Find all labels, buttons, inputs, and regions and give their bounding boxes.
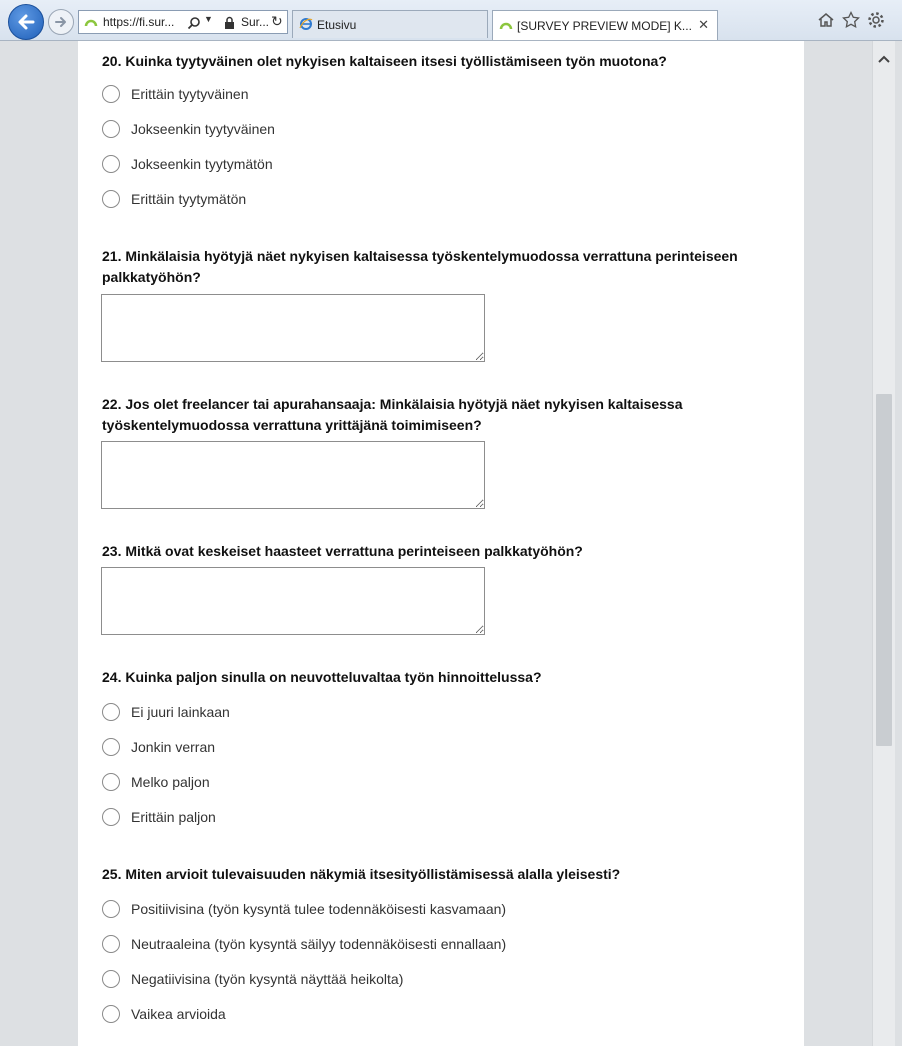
close-tab-icon[interactable]: ✕	[698, 17, 709, 32]
radio-button[interactable]	[102, 120, 120, 138]
option-label: Erittäin paljon	[131, 809, 216, 825]
q25-option[interactable]	[102, 1003, 226, 1025]
option-label: Neutraaleina (työn kysyntä säilyy todennäköisesti ennallaan)	[131, 936, 507, 952]
q20-option[interactable]	[102, 118, 275, 140]
chevron-up-icon	[878, 55, 890, 63]
radio-button[interactable]	[102, 970, 120, 988]
option-label: Jokseenkin tyytymätön	[131, 156, 273, 172]
q20-option[interactable]	[102, 188, 246, 210]
option-label: Positiivisina (työn kysyntä tulee todennäköisesti kasvamaan)	[131, 901, 507, 917]
vertical-scrollbar[interactable]	[872, 41, 895, 1046]
radio-button[interactable]	[102, 155, 120, 173]
question-21-title: 21. Minkälaisia hyötyjä näet nykyisen kaltaisessa työskentelymuodossa verrattuna perinteiseen palkkatyöhön?	[102, 248, 738, 285]
q25-option[interactable]	[102, 968, 403, 990]
q23-answer-field[interactable]	[101, 567, 485, 635]
page-viewport	[0, 41, 902, 1046]
tab-label: [SURVEY PREVIEW MODE] K...	[517, 18, 692, 33]
site-favicon-icon	[84, 16, 98, 28]
address-url: https://fi.sur...	[103, 15, 175, 29]
question-22-title: 22. Jos olet freelancer tai apurahansaaja: Minkälaisia hyötyjä näet nykyisen kaltaisessa työskentelymuodossa verrattuna yrittäjänä toimimiseen?	[102, 396, 683, 433]
option-label: Vaikea arvioida	[131, 1006, 226, 1022]
browser-toolbar	[0, 0, 902, 41]
site-favicon-icon	[499, 19, 513, 31]
option-label: Negatiivisina (työn kysyntä näyttää heikolta)	[131, 971, 404, 987]
q20-option[interactable]	[102, 153, 273, 175]
site-identity[interactable]: Sur...	[241, 15, 270, 29]
q24-option[interactable]	[102, 736, 215, 758]
radio-button[interactable]	[102, 808, 120, 826]
tab-survey-preview[interactable]	[492, 10, 718, 40]
gear-icon[interactable]	[866, 10, 886, 30]
tab-label: Etusivu	[317, 17, 357, 32]
lock-icon[interactable]	[224, 16, 235, 29]
q25-option[interactable]	[102, 933, 506, 955]
scrollbar-thumb[interactable]	[876, 394, 892, 746]
forward-arrow-icon	[54, 15, 68, 29]
option-label: Melko paljon	[131, 774, 210, 790]
survey-content	[78, 41, 804, 1046]
option-label: Ei juuri lainkaan	[131, 704, 230, 720]
radio-button[interactable]	[102, 738, 120, 756]
question-24-title: 24. Kuinka paljon sinulla on neuvotteluvaltaa työn hinnoittelussa?	[102, 669, 542, 685]
refresh-icon[interactable]: ↻	[271, 13, 283, 29]
radio-button[interactable]	[102, 1005, 120, 1023]
back-button[interactable]	[8, 4, 44, 40]
option-label: Jonkin verran	[131, 739, 216, 755]
option-label: Erittäin tyytyväinen	[131, 86, 249, 102]
scroll-up-button[interactable]	[873, 49, 895, 69]
q25-option[interactable]	[102, 898, 506, 920]
option-label: Erittäin tyytymätön	[131, 191, 247, 207]
q24-option[interactable]	[102, 771, 210, 793]
radio-button[interactable]	[102, 190, 120, 208]
radio-button[interactable]	[102, 935, 120, 953]
radio-button[interactable]	[102, 85, 120, 103]
address-bar[interactable]	[78, 10, 288, 34]
q24-option[interactable]	[102, 806, 216, 828]
home-icon[interactable]	[816, 10, 836, 30]
tab-etusivu[interactable]	[292, 10, 488, 38]
radio-button[interactable]	[102, 900, 120, 918]
q20-option[interactable]	[102, 83, 249, 105]
star-icon[interactable]	[841, 10, 861, 30]
back-arrow-icon	[16, 12, 36, 32]
dropdown-icon[interactable]: ▼	[204, 14, 213, 24]
question-20-title: 20. Kuinka tyytyväinen olet nykyisen kaltaiseen itsesi työllistämiseen työn muotona?	[102, 53, 667, 69]
question-23-title: 23. Mitkä ovat keskeiset haasteet verrattuna perinteiseen palkkatyöhön?	[102, 543, 583, 559]
question-25-title: 25. Miten arvioit tulevaisuuden näkymiä itsesityöllistämisessä alalla yleisesti?	[102, 866, 621, 882]
option-label: Jokseenkin tyytyväinen	[131, 121, 275, 137]
q22-answer-field[interactable]	[101, 441, 485, 509]
radio-button[interactable]	[102, 703, 120, 721]
q24-option[interactable]	[102, 701, 230, 723]
q21-answer-field[interactable]	[101, 294, 485, 362]
ie-favicon-icon	[299, 17, 313, 31]
forward-button[interactable]	[48, 9, 74, 35]
radio-button[interactable]	[102, 773, 120, 791]
search-icon[interactable]	[187, 16, 201, 30]
